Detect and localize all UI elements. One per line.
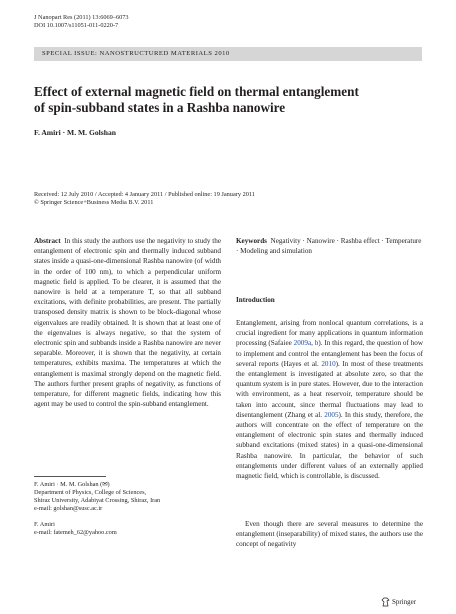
citation-link[interactable]: 2009a	[293, 339, 312, 348]
text-run: ). In this regard, the question of how to implement and control the entanglement has been the focus of several reports (Hayes et al.	[236, 339, 423, 368]
journal-reference	[34, 14, 129, 30]
publisher-name: Springer	[392, 598, 417, 606]
intro-paragraph-2: Even though there are several measures to determine the entanglement (inseparability) of mixed states, the authors use the concept of negativity	[236, 520, 423, 549]
text-run: ). In this study, therefore, the authors will concentrate on the effect of temperature on the entanglement of electronic spin states and thermally induced subband excitations (mixed states) in a quasi-one-dimensional Rashba nanowire. In particular, the behavior of such entanglements under different values of an externally applied magnetic field, which is controllable, is discussed.	[236, 410, 423, 481]
abstract	[34, 236, 221, 409]
text-run: ). In most of these treatments the entanglement is investigated at absolute zero, so that the quantum system is in pure states. However, due to the interaction with environment, as a heat reservoir, temperature should be taken into account, since thermal fluctuations may lead to disentanglement (Zhang et al.	[236, 359, 423, 419]
springer-horse-icon	[381, 597, 390, 607]
keywords	[236, 236, 423, 256]
text-run: Entanglement, arising from nonlocal quantum correlations, is a crucial ingredient for many applications in quantum information processing (Safaiee	[236, 319, 423, 348]
title-line-1: Effect of external magnetic field on thermal entanglement	[34, 84, 359, 99]
author-affiliation	[34, 481, 221, 537]
section-heading-introduction: Introduction	[236, 296, 275, 304]
author-email[interactable]: e-mail: fatemeh_62@yahoo.com	[34, 529, 117, 536]
keywords-text: Negativity · Nanowire · Rashba effect · Temperature · Modeling and simulation	[236, 237, 422, 256]
publication-dates	[34, 191, 424, 207]
author-email[interactable]: e-mail: golshan@susc.ac.ir	[34, 505, 103, 512]
affiliation-author-2: F. Amiri	[34, 521, 55, 528]
abstract-text: In this study the authors use the negativity to study the entanglement of electronic spin and thermally induced subband states inside a quasi-one-dimensional Rashba nanowire (of width in the order of 100 nm), to which a perpendicular uniform magnetic field is applied. To be clearer, it is assumed that the nanowire is held at a temperature T, so that all subband excitations, with definite probabilities, are present. The partially transposed density matrix is shown to be block-diagonal whose eigenvalues are readily obtained. It is shown that at least one of the eigenvalues is always negative, so that the system of electronic spin and subbands inside a Rashba nanowire are never separable. Moreover, it is shown that the negativity, at certain temperatures, exhibits maxima. The temperatures at which the entanglement is maximal strongly depend on the magnetic field. The authors further present graphs of negativity, as functions of temperature, for different magnetic fields, indicating how this agent may be used to control the spin-subband entanglement.	[34, 237, 221, 409]
intro-paragraph-1	[236, 318, 423, 481]
abstract-label: Abstract	[34, 237, 61, 245]
text-run: ,	[311, 339, 315, 348]
copyright-line: © Springer Science+Business Media B.V. 2011	[34, 199, 154, 206]
journal-citation: J Nanopart Res (2011) 13:6069–6073	[34, 14, 129, 21]
author-list: F. Amiri · M. M. Golshan	[34, 128, 116, 137]
title-line-2: of spin-subband states in a Rashba nanowire	[34, 99, 286, 115]
doi[interactable]: DOI 10.1007/s11051-011-0220-7	[34, 22, 119, 29]
dates-line: Received: 12 July 2010 / Accepted: 4 January 2011 / Published online: 19 January 2011	[34, 191, 255, 198]
citation-link[interactable]: 2010	[321, 359, 336, 368]
special-issue-banner: SPECIAL ISSUE: NANOSTRUCTURED MATERIALS 2010	[34, 47, 422, 61]
keywords-label: Keywords	[236, 237, 267, 245]
affiliation-authors: F. Amiri · M. M. Golshan (✉)	[34, 481, 110, 488]
citation-link[interactable]: 2005	[324, 410, 339, 419]
citation-link[interactable]: b	[314, 339, 319, 348]
paper-title	[34, 84, 424, 115]
affiliation-department: Department of Physics, College of Sciences,	[34, 489, 147, 496]
footnote-divider	[34, 476, 106, 477]
publisher-logo	[381, 597, 416, 607]
affiliation-address: Shiraz University, Adabiyat Crossing, Shiraz, Iran	[34, 497, 161, 504]
